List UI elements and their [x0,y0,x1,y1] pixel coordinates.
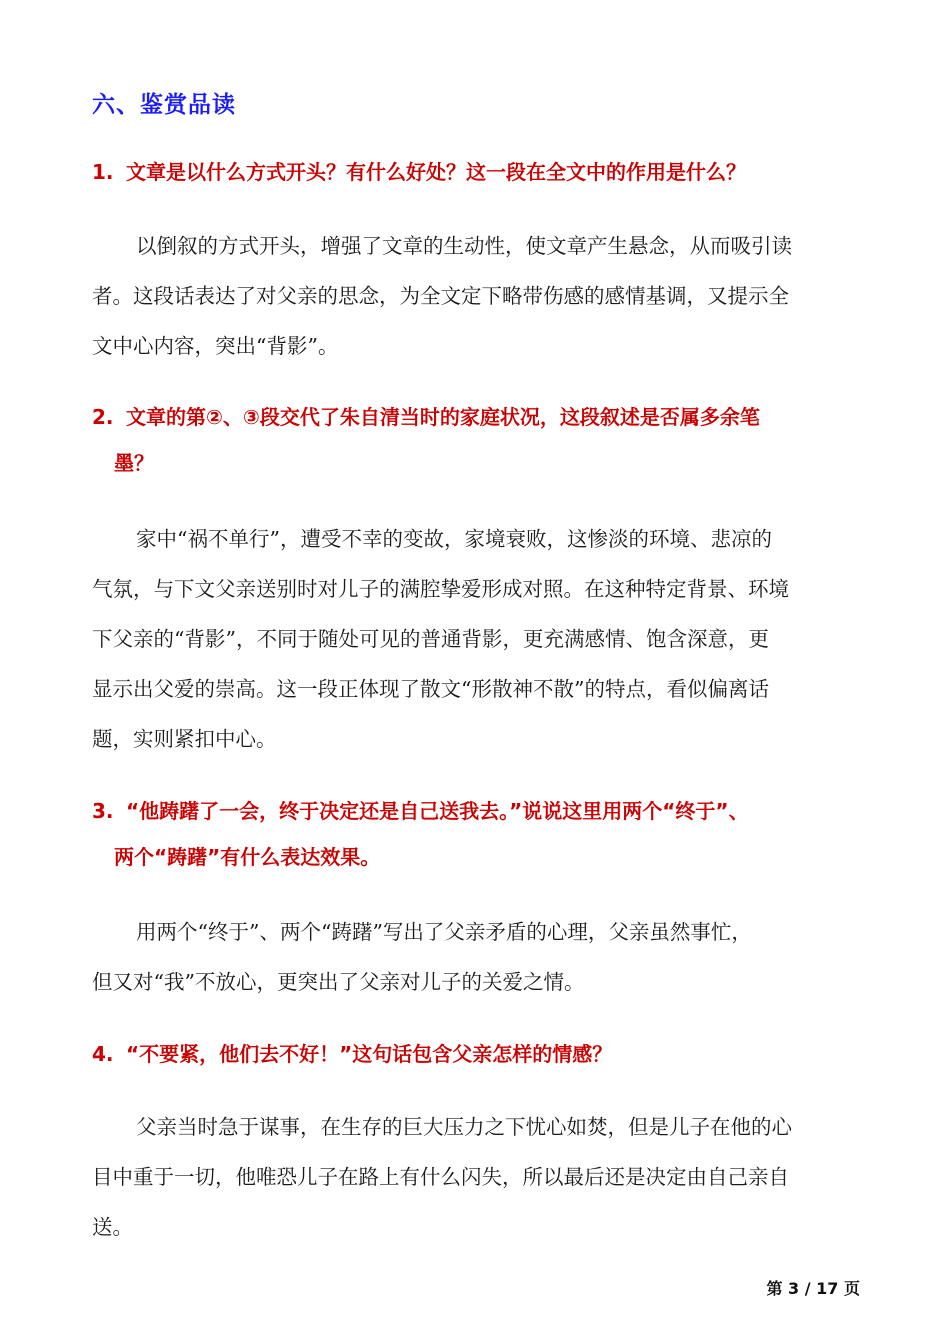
answer-1 [92,221,858,371]
question-number: 1. [92,160,114,184]
answer-line: 文中心内容，突出“背影”。 [92,334,339,358]
answer-line: 者。这段话表达了对父亲的思念，为全文定下略带伤感的感情基调，又提示全 [92,284,789,308]
answer-line: 用两个“终于”、两个“踌躇”写出了父亲矛盾的心理，父亲虽然事忙， [136,920,752,944]
answer-line: 显示出父爱的崇高。这一段正体现了散文“形散神不散”的特点，看似偏离话 [92,677,769,701]
question-number: 3. [92,799,114,823]
question-text-continued: 墨？ [114,451,154,475]
question-4 [92,1031,882,1077]
answer-line: 题，实则紧扣中心。 [92,727,277,751]
question-text: “不要紧，他们去不好！”这句话包含父亲怎样的情感？ [126,1042,613,1066]
question-text: “他踌躇了一会，终于决定还是自己送我去。”说说这里用两个“终于”、 [126,799,749,823]
question-number: 2. [92,405,114,429]
answer-line: 家中“祸不单行”，遭受不幸的变故，家境衰败，这惨淡的环境、悲凉的 [136,527,772,551]
answer-line: 但又对“我”不放心，更突出了父亲对儿子的关爱之情。 [92,970,585,994]
section-title: 六、鉴赏品读 [92,92,236,118]
answer-line: 送。 [92,1215,133,1239]
answer-3 [92,907,858,1007]
answer-line: 气氛，与下文父亲送别时对儿子的满腔挚爱形成对照。在这种特定背景、环境 [92,577,789,601]
answer-line: 目中重于一切，他唯恐儿子在路上有什么闪失，所以最后还是决定由自己亲自 [92,1165,789,1189]
answer-4 [92,1102,858,1252]
question-text: 文章的第②、③段交代了朱自清当时的家庭状况，这段叙述是否属多余笔 [126,405,760,429]
answer-2 [92,514,858,764]
question-number: 4. [92,1042,114,1066]
question-3 [92,788,882,880]
question-text: 文章是以什么方式开头？有什么好处？这一段在全文中的作用是什么？ [126,160,746,184]
answer-line: 以倒叙的方式开头，增强了文章的生动性，使文章产生悬念，从而吸引读 [136,234,792,258]
answer-line: 下父亲的“背影”，不同于随处可见的普通背影，更充满感情、饱含深意，更 [92,627,769,651]
answer-line: 父亲当时急于谋事，在生存的巨大压力之下忧心如焚，但是儿子在他的心 [136,1115,792,1139]
page-number: 第 3 / 17 页 [766,1279,860,1298]
question-2 [92,394,882,486]
question-text-continued: 两个“踌躇”有什么表达效果。 [114,845,381,869]
question-1 [92,149,882,195]
